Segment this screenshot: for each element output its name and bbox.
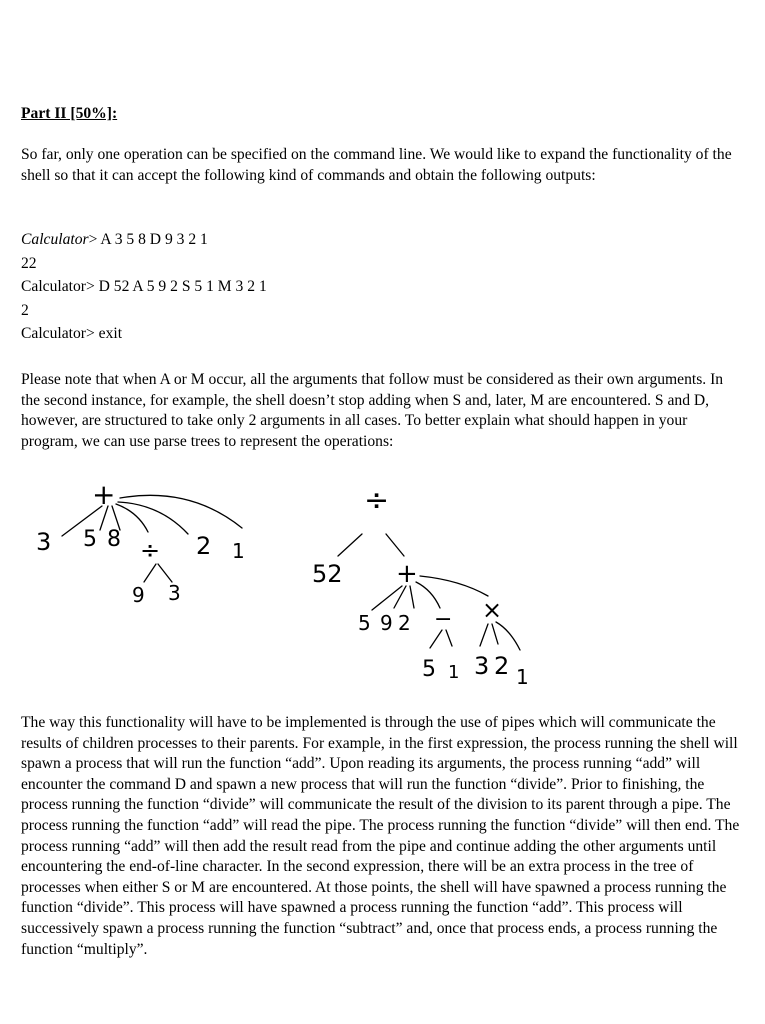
command-text: > D 52 A 5 9 2 S 5 1 M 3 2 1 (85, 278, 267, 295)
command-text: > A 3 5 8 D 9 3 2 1 (88, 231, 208, 248)
tree1-edge (118, 502, 188, 534)
session-line-3 (21, 277, 741, 301)
tree1-leaf: 2 (196, 532, 212, 560)
tree2-edge (386, 534, 404, 556)
tree2-edge (416, 582, 440, 608)
tree1-leaf: 9 (132, 583, 145, 607)
tree2-edge (492, 624, 498, 644)
calculator-session (21, 230, 741, 348)
tree1-leaf: 3 (168, 581, 181, 605)
tree1-edge (120, 495, 242, 528)
tree2-edge (446, 630, 452, 646)
tree2-edge (338, 534, 362, 556)
tree2-edge (372, 586, 402, 610)
prompt-label: Calculator (21, 278, 86, 295)
parse-tree-1 (36, 478, 245, 607)
tree1-leaf: 5 (83, 527, 97, 552)
tree2-edge (394, 586, 406, 608)
tree2-minus-node: − (434, 607, 453, 632)
tree2-leaf: 3 (474, 652, 490, 680)
prompt-label: Calculator (21, 325, 86, 342)
tree2-edge (430, 630, 442, 648)
tree1-leaf: 1 (232, 539, 245, 563)
tree1-leaf: 8 (107, 527, 121, 552)
command-text: > exit (85, 325, 123, 342)
output-text: 2 (21, 301, 29, 319)
tree2-times-node: × (482, 596, 503, 624)
intro-paragraph: So far, only one operation can be specified on the command line. We would like to expand the functionality of the shell so that it can accept the following kind of commands and obtain the following outputs: (21, 146, 732, 184)
prompt-label: Calculator (21, 231, 89, 248)
tree2-edge (496, 622, 520, 650)
tree2-plus-node: + (396, 559, 418, 589)
tree1-divide-node: ÷ (140, 536, 161, 564)
tree2-leaf: 1 (448, 662, 460, 683)
tree2-leaf: 5 (422, 657, 436, 682)
tree2-leaf: 2 (398, 611, 411, 635)
tree2-edge (480, 624, 488, 646)
tree2-leaf: 9 (380, 611, 393, 635)
parse-tree-2 (312, 483, 529, 689)
output-text: 22 (21, 254, 37, 272)
tree2-leaf: 5 (358, 611, 371, 635)
parse-trees-figure (20, 478, 760, 693)
tree2-leaf: 1 (516, 665, 529, 689)
tree1-root: + (92, 478, 116, 511)
tree2-leaf: 52 (312, 560, 343, 588)
tree2-leaf: 2 (494, 652, 510, 680)
implementation-paragraph: The way this functionality will have to be implemented is through the use of pipes which will communicate the results of children processes to their parents. For example, in the first expression, the process running the shell will spawn a process that will run the function “add”. Upon reading its arguments, the process running “add” will encounter the command D and spawn a new process that will run the function “divide”. Prior to finishing, the process running the function “divide” will communicate the result of the division to its parent through a pipe. The process running the function “add” will read the pipe. The process running the function “divide” will then end. The process running “add” will then add the result read from the pipe and continue adding the other arguments until encountering the end-of-line character. In the second expression, there will be an extra process in the tree of processes when either S or M are encountered. At those points, the shell will have spawned a process running the function “divide”. This process will have spawned a process running the function “add”. This process will successively spawn a process running the function “subtract” and, once that process ends, a process running the function “multiply”. (21, 714, 740, 958)
tree2-root: ÷ (364, 483, 390, 518)
session-line-2 (21, 254, 741, 278)
section-heading: Part II [50%]: (21, 105, 118, 122)
tree1-edge (158, 564, 172, 582)
tree1-edge (144, 564, 156, 582)
session-line-1 (21, 230, 741, 254)
tree2-edge (410, 586, 414, 608)
tree1-leaf: 3 (36, 528, 52, 556)
session-line-4 (21, 301, 741, 325)
note-paragraph: Please note that when A or M occur, all the arguments that follow must be considered as their own arguments. In the second instance, for example, the shell doesn’t stop adding when S and, later, M are encountered. S and D, however, are structured to take only 2 arguments in all cases. To better explain what should happen in your program, we can use parse trees to represent the operations: (21, 371, 724, 450)
session-line-5 (21, 324, 741, 348)
